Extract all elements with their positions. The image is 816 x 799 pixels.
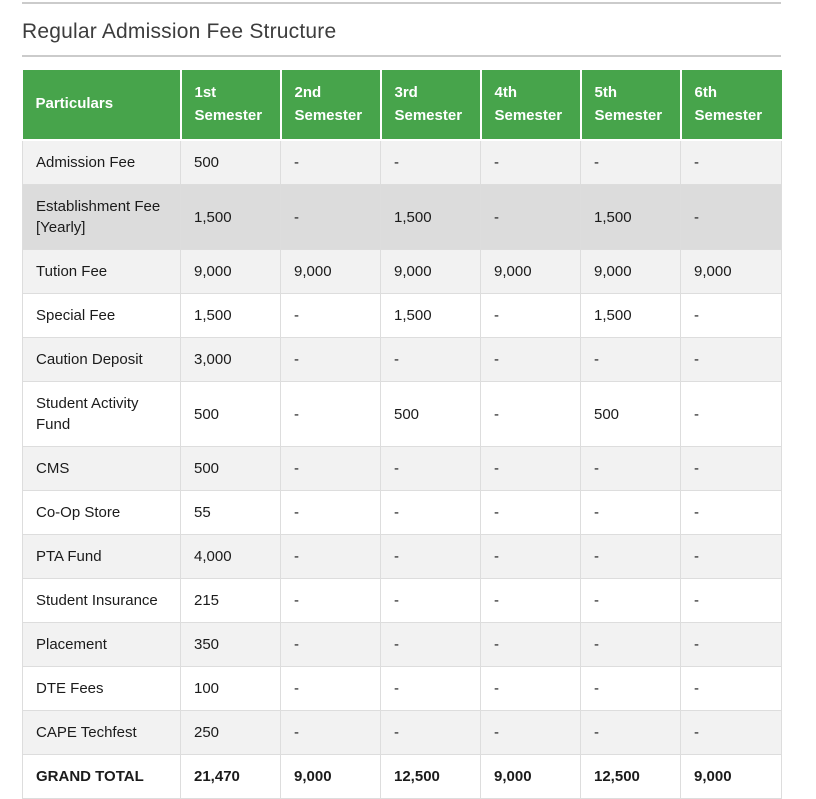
cell-value: - xyxy=(281,185,381,250)
cell-value: - xyxy=(481,140,581,185)
cell-value: 1,500 xyxy=(381,294,481,338)
header-row xyxy=(23,70,782,140)
cell-value: 350 xyxy=(181,623,281,667)
fee-table-body xyxy=(23,140,782,799)
table-row xyxy=(23,579,782,623)
cell-value: - xyxy=(481,338,581,382)
cell-value: - xyxy=(681,294,782,338)
row-label: Student Activity Fund xyxy=(23,382,181,447)
cell-value: - xyxy=(381,447,481,491)
cell-value: - xyxy=(281,491,381,535)
table-row xyxy=(23,338,782,382)
cell-value: - xyxy=(681,140,782,185)
cell-value: 9,000 xyxy=(381,250,481,294)
cell-value: - xyxy=(381,711,481,755)
page-title: Regular Admission Fee Structure xyxy=(22,20,337,43)
table-row xyxy=(23,382,782,447)
cell-value: 500 xyxy=(181,447,281,491)
cell-value: - xyxy=(481,491,581,535)
row-label: Establishment Fee [Yearly] xyxy=(23,185,181,250)
cell-value: 9,000 xyxy=(581,250,681,294)
cell-value: - xyxy=(481,667,581,711)
cell-value: 12,500 xyxy=(581,755,681,799)
cell-value: 1,500 xyxy=(581,294,681,338)
table-row xyxy=(23,535,782,579)
row-label: Tution Fee xyxy=(23,250,181,294)
cell-value: - xyxy=(681,711,782,755)
cell-value: - xyxy=(281,623,381,667)
cell-value: 55 xyxy=(181,491,281,535)
cell-value: 21,470 xyxy=(181,755,281,799)
table-row xyxy=(23,667,782,711)
cell-value: - xyxy=(381,140,481,185)
cell-value: - xyxy=(481,579,581,623)
cell-value: - xyxy=(581,491,681,535)
cell-value: 1,500 xyxy=(181,185,281,250)
cell-value: - xyxy=(581,623,681,667)
fee-table-header xyxy=(23,70,782,140)
cell-value: - xyxy=(681,579,782,623)
row-label: CMS xyxy=(23,447,181,491)
cell-value: - xyxy=(481,382,581,447)
cell-value: 1,500 xyxy=(581,185,681,250)
table-row xyxy=(23,711,782,755)
cell-value: - xyxy=(581,447,681,491)
cell-value: 500 xyxy=(181,382,281,447)
cell-value: - xyxy=(281,140,381,185)
cell-value: 500 xyxy=(181,140,281,185)
table-row xyxy=(23,491,782,535)
cell-value: - xyxy=(681,623,782,667)
cell-value: 1,500 xyxy=(381,185,481,250)
cell-value: - xyxy=(481,294,581,338)
row-label: Special Fee xyxy=(23,294,181,338)
cell-value: - xyxy=(381,491,481,535)
cell-value: - xyxy=(581,711,681,755)
cell-value: - xyxy=(581,140,681,185)
cell-value: 1,500 xyxy=(181,294,281,338)
cell-value: - xyxy=(481,623,581,667)
header-cell-semester-6: 6th Semester xyxy=(681,70,782,140)
cell-value: - xyxy=(481,535,581,579)
cell-value: - xyxy=(581,667,681,711)
cell-value: - xyxy=(581,579,681,623)
cell-value: 12,500 xyxy=(381,755,481,799)
header-cell-particulars: Particulars xyxy=(23,70,181,140)
header-cell-semester-3: 3rd Semester xyxy=(381,70,481,140)
row-label: Co-Op Store xyxy=(23,491,181,535)
table-row xyxy=(23,250,782,294)
header-cell-semester-5: 5th Semester xyxy=(581,70,681,140)
cell-value: - xyxy=(281,535,381,579)
cell-value: - xyxy=(681,185,782,250)
cell-value: - xyxy=(281,579,381,623)
row-label: DTE Fees xyxy=(23,667,181,711)
cell-value: - xyxy=(281,667,381,711)
table-row xyxy=(23,185,782,250)
table-row xyxy=(23,294,782,338)
cell-value: - xyxy=(381,623,481,667)
cell-value: 9,000 xyxy=(681,250,782,294)
cell-value: 9,000 xyxy=(281,250,381,294)
cell-value: - xyxy=(681,382,782,447)
row-label: PTA Fund xyxy=(23,535,181,579)
table-row xyxy=(23,623,782,667)
fee-table xyxy=(22,70,782,799)
row-label: Student Insurance xyxy=(23,579,181,623)
header-cell-semester-4: 4th Semester xyxy=(481,70,581,140)
cell-value: 100 xyxy=(181,667,281,711)
cell-value: - xyxy=(281,338,381,382)
header-cell-semester-2: 2nd Semester xyxy=(281,70,381,140)
cell-value: - xyxy=(481,185,581,250)
cell-value: - xyxy=(581,338,681,382)
cell-value: - xyxy=(281,382,381,447)
row-label: Caution Deposit xyxy=(23,338,181,382)
cell-value: 215 xyxy=(181,579,281,623)
cell-value: 4,000 xyxy=(181,535,281,579)
cell-value: - xyxy=(381,535,481,579)
cell-value: - xyxy=(581,535,681,579)
cell-value: 3,000 xyxy=(181,338,281,382)
cell-value: - xyxy=(481,447,581,491)
cell-value: - xyxy=(681,447,782,491)
cell-value: 500 xyxy=(581,382,681,447)
cell-value: - xyxy=(281,294,381,338)
page-container xyxy=(22,0,781,799)
cell-value: 9,000 xyxy=(681,755,782,799)
cell-value: 9,000 xyxy=(481,755,581,799)
cell-value: 250 xyxy=(181,711,281,755)
cell-value: - xyxy=(381,338,481,382)
cell-value: 500 xyxy=(381,382,481,447)
title-divider xyxy=(22,55,781,57)
cell-value: 9,000 xyxy=(281,755,381,799)
cell-value: - xyxy=(281,711,381,755)
cell-value: 9,000 xyxy=(481,250,581,294)
cell-value: - xyxy=(281,447,381,491)
cell-value: - xyxy=(681,491,782,535)
table-row xyxy=(23,447,782,491)
grand-total-row xyxy=(23,755,782,799)
cell-value: - xyxy=(681,667,782,711)
cell-value: - xyxy=(381,579,481,623)
header-cell-semester-1: 1st Semester xyxy=(181,70,281,140)
row-label: Placement xyxy=(23,623,181,667)
cell-value: - xyxy=(381,667,481,711)
cell-value: 9,000 xyxy=(181,250,281,294)
row-label: Admission Fee xyxy=(23,140,181,185)
row-label: CAPE Techfest xyxy=(23,711,181,755)
top-divider xyxy=(22,2,781,4)
table-row xyxy=(23,140,782,185)
cell-value: - xyxy=(681,338,782,382)
cell-value: - xyxy=(681,535,782,579)
cell-value: - xyxy=(481,711,581,755)
row-label: GRAND TOTAL xyxy=(23,755,181,799)
